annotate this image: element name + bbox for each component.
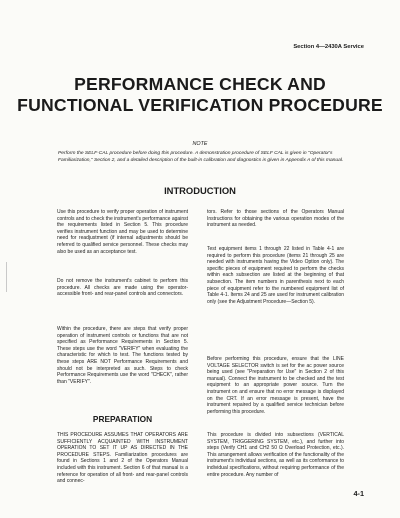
title-line-1: PERFORMANCE CHECK AND <box>74 74 326 94</box>
preparation-paragraph-2: This procedure is divided into subsections (VERTICAL SYSTEM, TRIGGERING SYSTEM, etc.), and further into steps (Verify CH1 and CH2 50 Ω Overload Protection, etc.). This arrangement allows verification of the functionality of the instrument's individual sections, as well as its conformance to individual specifications, without requiring performance of the entire procedure. Any number of <box>207 432 344 478</box>
note-text: Perform the SELF-CAL procedure before doing this procedure. A demonstration procedure of SELF CAL is given in "Operator's Familiarization," Section 2, and a detailed description of the built-in calibration and diagnostics is given in Appendix A of this manual. <box>58 151 344 163</box>
intro-paragraph-4: tors. Refer to those sections of the Operators Manual Instructions for obtaining the various operation modes of the instrument as needed. <box>207 209 344 229</box>
intro-paragraph-3: Within the procedure, there are steps that verify proper operation of instrument controls or functions that are not specified as Performance Requirements in Section 5. These steps use the word "VERIFY" when evaluating the characteristic for which to test. The functions tested by these steps ARE NOT Performance Requirements and should not be interpreted as such. Steps to check Performance Requirements use the word "CHECK", rather than "VERIFY". <box>57 326 188 385</box>
section-header: Section 4—2430A Service <box>293 44 364 50</box>
title-line-2: FUNCTIONAL VERIFICATION PROCEDURE <box>17 95 383 115</box>
intro-paragraph-5: Test equipment items 1 through 22 listed in Table 4-1 are required to perform this procedure (items 21 through 25 are needed with instruments having the Video Option only). The specific pieces of equipment required to perform the checks within each subsection are listed at the beginning of that subsection. The item numbers in parenthesis next to each piece of equipment refer to the numbered equipment list of Table 4-1. Items 24 and 25 are used for instrument calibration only (see the Adjustment Procedure—Section 5). <box>207 246 344 305</box>
intro-paragraph-1: Use this procedure to verify proper operation of instrument controls and to check the instrument's performance against the requirements listed in Section 5. This procedure verifies instrument function and may be used to determine need for readjustment (if internal adjustments should be referred to qualified service personnel. These checks may also be used as an acceptance test. <box>57 209 188 255</box>
intro-paragraph-6: Before performing this procedure, ensure that the LINE VOLTAGE SELECTOR switch is set for the ac power source being used (see "Preparation for Use" in Section 2 of this manual). Connect the instrument to be checked and the test equipment to an appropriate power source. Turn the instrument on and ensure that no error message is displayed on the CRT. If an error message is present, have the instrument repaired by a qualified service technician before performing this procedure. <box>207 356 344 415</box>
intro-paragraph-2: Do not remove the instrument's cabinet to perform this procedure. All checks are made using the operator-accessible front- and rear-panel controls and connectors. <box>57 278 188 298</box>
page-number: 4-1 <box>353 489 364 498</box>
preparation-heading: PREPARATION <box>92 414 153 424</box>
margin-mark <box>6 262 7 292</box>
preparation-paragraph-1: THIS PROCEDURE ASSUMES THAT OPERATORS ARE SUFFICIENTLY ACQUAINTED WITH INSTRUMENT OPERATION TO SET IT UP AS DIRECTED IN THE PROCEDURE STEPS. Familiarization procedures are found in Sections 1 and 2 of the Operators Manual included with this instrument. Section 6 of that manual is a reference for operation of all front- and rear-panel controls and connec- <box>57 432 188 485</box>
introduction-heading: INTRODUCTION <box>164 185 236 196</box>
note-label: NOTE <box>192 141 208 147</box>
page-title <box>0 74 400 116</box>
